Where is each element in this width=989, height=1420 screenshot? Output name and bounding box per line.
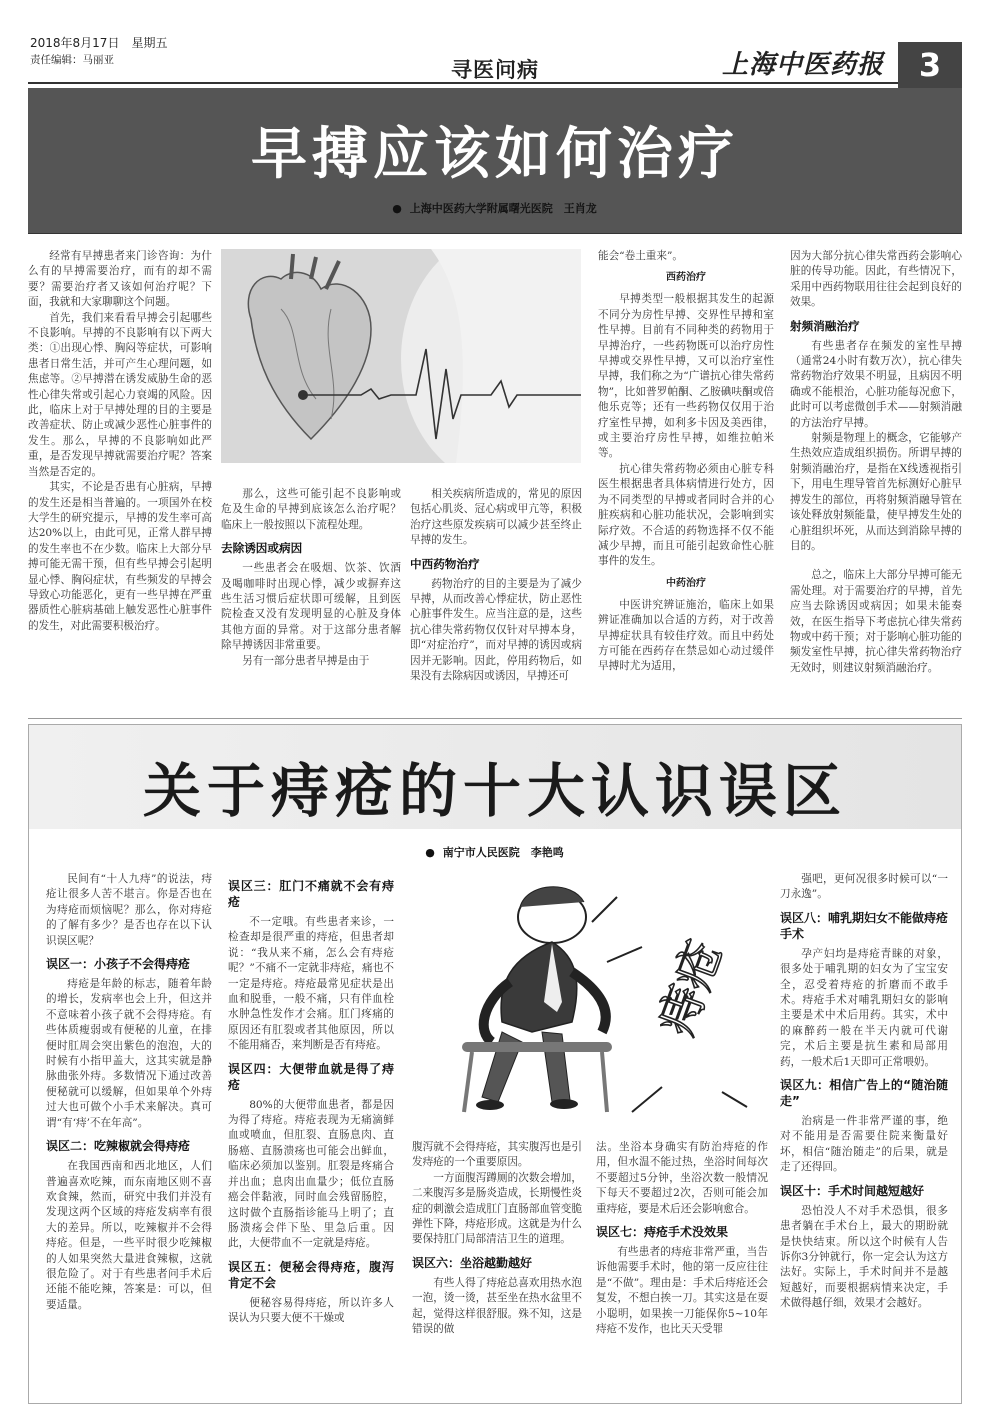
article2-column-3	[412, 1140, 582, 1402]
header-rule	[28, 82, 898, 84]
subheading-radiofrequency: 射频消融治疗	[790, 318, 860, 333]
myth-4-heading: 误区四：大便带血就是得了痔疮	[228, 1061, 394, 1092]
myth-2-heading: 误区二：吃辣椒就会得痔疮	[46, 1139, 191, 1154]
article1-column-5	[790, 249, 962, 709]
myth-10-heading: 误区十：手术时间越短越好	[780, 1183, 925, 1198]
article2-author: 南宁市人民医院 李艳鸣	[442, 846, 564, 859]
paragraph: 恐怕没人不对手术恐惧，很多患者躺在手术台上，最大的期盼就是快快结束。所以这个时候有人告诉你3分钟就行，你一定会认为这方法好。实际上，手术时间并不是越短越好，而要根据病情来决定，手术做得越仔细，效果才会越好。	[780, 1204, 948, 1310]
myth-1-heading: 误区一：小孩子不会得痔疮	[46, 957, 191, 972]
article2-title: 关于痔疮的十大认识误区	[142, 757, 847, 825]
paragraph: 早搏类型一般根据其发生的起源不同分为房性早搏、交界性早搏和室性早搏。目前有不同种类的药物用于早搏治疗，一些药物既可以治疗房性早搏或交界性早搏，又可以治疗室性早搏，我们称之为“广谱抗心律失常药物”，比如普罗帕酮、乙胺碘呋酮或倍他乐克等；还有一些药物仅仅用于治疗室性早搏，如利多卡因及美西律，或主要治疗房性早搏，如维拉帕米等。	[598, 293, 774, 460]
article1-column-4	[598, 249, 774, 709]
myth-9-heading: 误区九：相信广告上的“随治随走”	[780, 1078, 948, 1109]
article1-column-2	[221, 487, 401, 709]
article1-column-3	[410, 487, 582, 709]
paragraph: 一些患者会在吸烟、饮茶、饮酒及喝咖啡时出现心悸，减少或摒弃这些生活习惯后症状即可缓解，且到医院检查又没有发现明显的心脏及身体其他方面的异常。对于这部分患者解除早搏诱因非常重要。	[221, 562, 401, 652]
paragraph: 药物治疗的目的主要是为了减少早搏，从而改善心悸症状，防止恶性心脏事件发生。应当注意的是，这些抗心律失常药物仅仅针对早搏本身，即“对症治疗”，而对早搏的诱因或病因并无影响。因此，停用药物后，如果没有去除病因或诱因，早搏还可	[410, 577, 582, 683]
article2-column-4	[596, 1140, 768, 1402]
myth-6-heading: 误区六：坐浴越勤越好	[412, 1255, 533, 1270]
paragraph: 能会“卷土重来”。	[598, 250, 683, 262]
myth-7-heading: 误区七：痔疮手术没效果	[596, 1225, 729, 1240]
myth-3-heading: 误区三：肛门不痛就不会有痔疮	[228, 879, 394, 909]
paragraph: 不一定哦。有些患者来诊，一检查却是很严重的痔疮，但患者却说：“我从来不痛，怎么会有痔疮呢？”不痛不一定就非痔疮，痛也不一定是痔疮。痔疮最常见症状是出血和脱垂，一般不痛，只有伴血栓水肿急性发作才会痛。肛门疼痛的原因还有肛裂或者其他原因，所以不能用痛否，来判断是否有痔疮。	[228, 916, 394, 1052]
masthead-logo: 上海中医药报	[722, 50, 885, 80]
paragraph: 一方面腹泻蹲厕的次数会增加，二来腹泻多是肠炎造成，长期慢性炎症的刺激会造成肛门直肠部血管变脆弹性下降，痔疮形成。这就是为什么要保持肛门局部清洁卫生的道理。	[412, 1171, 582, 1246]
paragraph: 首先，我们来看看早搏会引起哪些不良影响。早搏的不良影响有以下两大类：①出现心悸、胸闷等症状，可影响患者日常生活，并可产生心理问题，如焦虑等。②早搏潜在诱发威胁生命的恶性心律失常或引起心力衰竭的风险。因此，临床上对于早搏处理的目的主要是改善症状、防止或减少恶性心脏事件的发生。那么，早搏的不良影响如此严重，是否发现早搏就需要治疗呢？答案当然是否定的。	[28, 311, 212, 478]
paragraph: 孕产妇均是痔疮青睐的对象，很多处于哺乳期的妇女为了宝宝安全，忍受着痔疮的折磨而不敢手术。痔疮手术对哺乳期妇女的影响主要是术中术后用药。其实，术中的麻醉药一般在半天内就可代谢完，术后主要是抗生素和局部用药，一般术后1天即可正常喂奶。	[780, 947, 948, 1068]
paragraph: 射频是物理上的概念，它能够产生热效应造成组织损伤。所谓早搏的射频消融治疗，是指在X线透视指引下，用电生理导管首先标测好心脏早搏发生的部位，再将射频消融导管在该处释放射频能量，使早搏发生处的心脏组织坏死，从而达到消除早搏的目的。	[790, 432, 962, 552]
subheading-western-drugs: 西药治疗	[666, 272, 706, 284]
paragraph: 因为大部分抗心律失常西药会影响心脏的传导功能。因此，有些情况下，采用中西药物联用往往会起到良好的效果。	[790, 250, 962, 309]
article2-byline	[0, 844, 989, 860]
myth-8-heading: 误区八：哺乳期妇女不能做痔疮手术	[780, 910, 948, 941]
paragraph: 那么，这些可能引起不良影响或危及生命的早搏到底该怎么治疗呢？临床上一般按照以下流程处理。	[221, 488, 401, 531]
bullet-icon: ●	[425, 846, 435, 859]
paragraph: 中医讲究辨证施治，临床上如果辨证准确加以合适的方药，对于改善早搏症状具有较佳疗效。而且中药处方可能在西药存在禁忌如心动过缓伴早搏时尤为适用，	[598, 598, 774, 673]
paragraph: 抗心律失常药物必须由心脏专科医生根据患者具体病情进行处方，因为不同类型的早搏或者同时合并的心脏疾病和心脏功能状况，会影响到实际疗效。不合适的药物选择不仅不能减少早搏，而且可能引起致命性心脏事件的发生。	[598, 462, 774, 568]
paragraph: 相关疾病所造成的，常见的原因包括心肌炎、冠心病或甲亢等，积极治疗这些原发疾病可以减少甚至终止早搏的发生。	[410, 488, 582, 547]
article1-byline	[0, 200, 989, 216]
article2-column-1	[46, 872, 212, 1402]
cartoon-man-graphic	[402, 862, 772, 1134]
paragraph: 民间有“十人九痔”的说法，痔疮让很多人苦不堪言。你是否也在为痔疮而烦恼呢？那么，你对痔疮的了解有多少？是否也存在以下认识误区呢？	[46, 873, 212, 947]
article1-column-1	[28, 249, 212, 709]
section-name: 寻医问病	[451, 58, 539, 82]
paragraph: 总之，临床上大部分早搏可能无需处理。对于需要治疗的早搏，首先应当去除诱因或病因；如果未能奏效，在医生指导下考虑抗心律失常药物或中药干预；对于影响心脏功能的频发室性早搏，抗心律失常药物治疗无效时，则建议射频消融治疗。	[790, 569, 962, 674]
article2-column-2	[228, 878, 394, 1402]
article1-author: 上海中医药大学附属曙光医院 王肖龙	[409, 202, 597, 215]
paragraph: 经常有早搏患者来门诊咨询：为什么有的早搏需要治疗，而有的却不需要？需要治疗者又该如何治疗呢？下面，我就和大家聊聊这个问题。	[28, 250, 212, 309]
paragraph: 强吧，更何况很多时候可以“一刀永逸”。	[780, 873, 948, 901]
heart-illustration	[221, 249, 581, 463]
paragraph: 治病是一件非常严谨的事，绝对不能用是否需要住院来衡量好坏，相信“随治随走”的后果，就是走了还得回。	[780, 1115, 948, 1174]
article1-title: 早搏应该如何治疗	[251, 121, 739, 187]
bullet-icon: ●	[392, 202, 402, 215]
paragraph: 另有一部分患者早搏是由于	[242, 654, 370, 667]
paragraph: 80%的大便带血患者，都是因为得了痔疮。痔疮表现为无痛滴鲜血或喷血，但肛裂、直肠息肉、直肠癌、直肠溃疡也可能会出鲜血，临床必须加以鉴别。肛裂是疼痛合并出血；息肉出血量少；低位直肠癌会伴黏液，同时血会残留肠腔，这时做个直肠指诊能马上明了；直肠溃疡会伴下坠、里急后重。因此，大便带血不一定就是痔疮。	[228, 1098, 394, 1250]
paragraph: 有些患者的痔疮非常严重，当告诉他需要手术时，他的第一反应往往是“不做”。理由是：手术后痔疮还会复发，不想白挨一刀。其实这是在耍小聪明，如果挨一刀能保你5~10年痔疮不发作，也比天天受罪	[596, 1246, 768, 1336]
responsible-editor: 责任编辑：马丽亚	[30, 54, 114, 66]
myth-5-heading: 误区五：便秘会得痔疮，腹泻肯定不会	[228, 1259, 394, 1290]
paragraph: 便秘容易得痔疮，所以许多人误认为只要大便不干燥或	[228, 1296, 394, 1325]
paragraph: 在我国西南和西北地区，人们普遍喜欢吃辣，而东南地区则不喜欢食辣，然而，研究中我们并没有发现这两个区域的痔疮发病率有很大的差异。所以，吃辣椒并不会得痔疮。但是，一些平时很少吃辣椒的人如果突然大量进食辣椒，这就很危险了。对于有些患者问手术后还能不能吃辣，答案是：可以，但要适量。	[46, 1160, 212, 1311]
hemorrhoid-illustration	[402, 862, 772, 1134]
paragraph: 有些人得了痔疮总喜欢用热水泡一泡，烫一烫，甚至坐在热水盆里不起，觉得这样很舒服。殊不知，这是错误的做	[412, 1276, 582, 1336]
page-number: 3	[898, 42, 962, 88]
heart-ecg-graphic	[221, 249, 581, 463]
paragraph: 其实，不论是否患有心脏病，早搏的发生还是相当普遍的。一项国外在校大学生的研究提示，早搏的发生率可高达20%以上，由此可见，正常人群早搏的发生率也不在少数。临床上大部分早搏可能无需干预，但有些早搏会引起明显心悸、胸闷症状，有些频发的早搏会导致心功能恶化，更有一些早搏在严重器质性心脏病基础上触发恶性心脏事件的发生，对此需要积极治疗。	[28, 481, 212, 632]
issue-date: 2018年8月17日 星期五	[30, 36, 168, 50]
paragraph: 法。坐浴本身确实有防治痔疮的作用，但水温不能过热，坐浴时间每次不要超过5分钟，坐浴次数一般情况下每天不要超过2次，否则可能会加重痔疮，要是术后还会影响愈合。	[596, 1141, 768, 1215]
section-divider	[28, 718, 962, 719]
illustration-text: 痔疮	[648, 933, 734, 1043]
article2-column-5	[780, 872, 948, 1402]
subheading-remove-cause: 去除诱因或病因	[221, 541, 303, 556]
paragraph: 痔疮是年龄的标志，随着年龄的增长，发病率也会上升，但这并不意味着小孩子就不会得痔疮。有些体质瘦弱或有便秘的儿童，在排便时肛周会突出紫色的泡泡，大的时候有小指甲盖大，这其实就是静脉曲张外痔。多数情况下通过改善便秘就可以缓解，但如果单个外痔过大也可做个小手术来解决。真可谓“有‘痔’不在年高”。	[46, 978, 212, 1129]
subheading-drug-treatment: 中西药物治疗	[410, 556, 480, 571]
paragraph: 有些患者存在频发的室性早搏（通常24小时有数万次），抗心律失常药物治疗效果不明显，且病因不明确或不能根治，心脏功能每况愈下，此时可以考虑微创手术——射频消融的方法治疗早搏。	[790, 339, 962, 429]
paragraph: 腹泻就不会得痔疮，其实腹泻也是引发痔疮的一个重要原因。	[412, 1141, 582, 1169]
subheading-chinese-medicine: 中药治疗	[666, 577, 706, 589]
